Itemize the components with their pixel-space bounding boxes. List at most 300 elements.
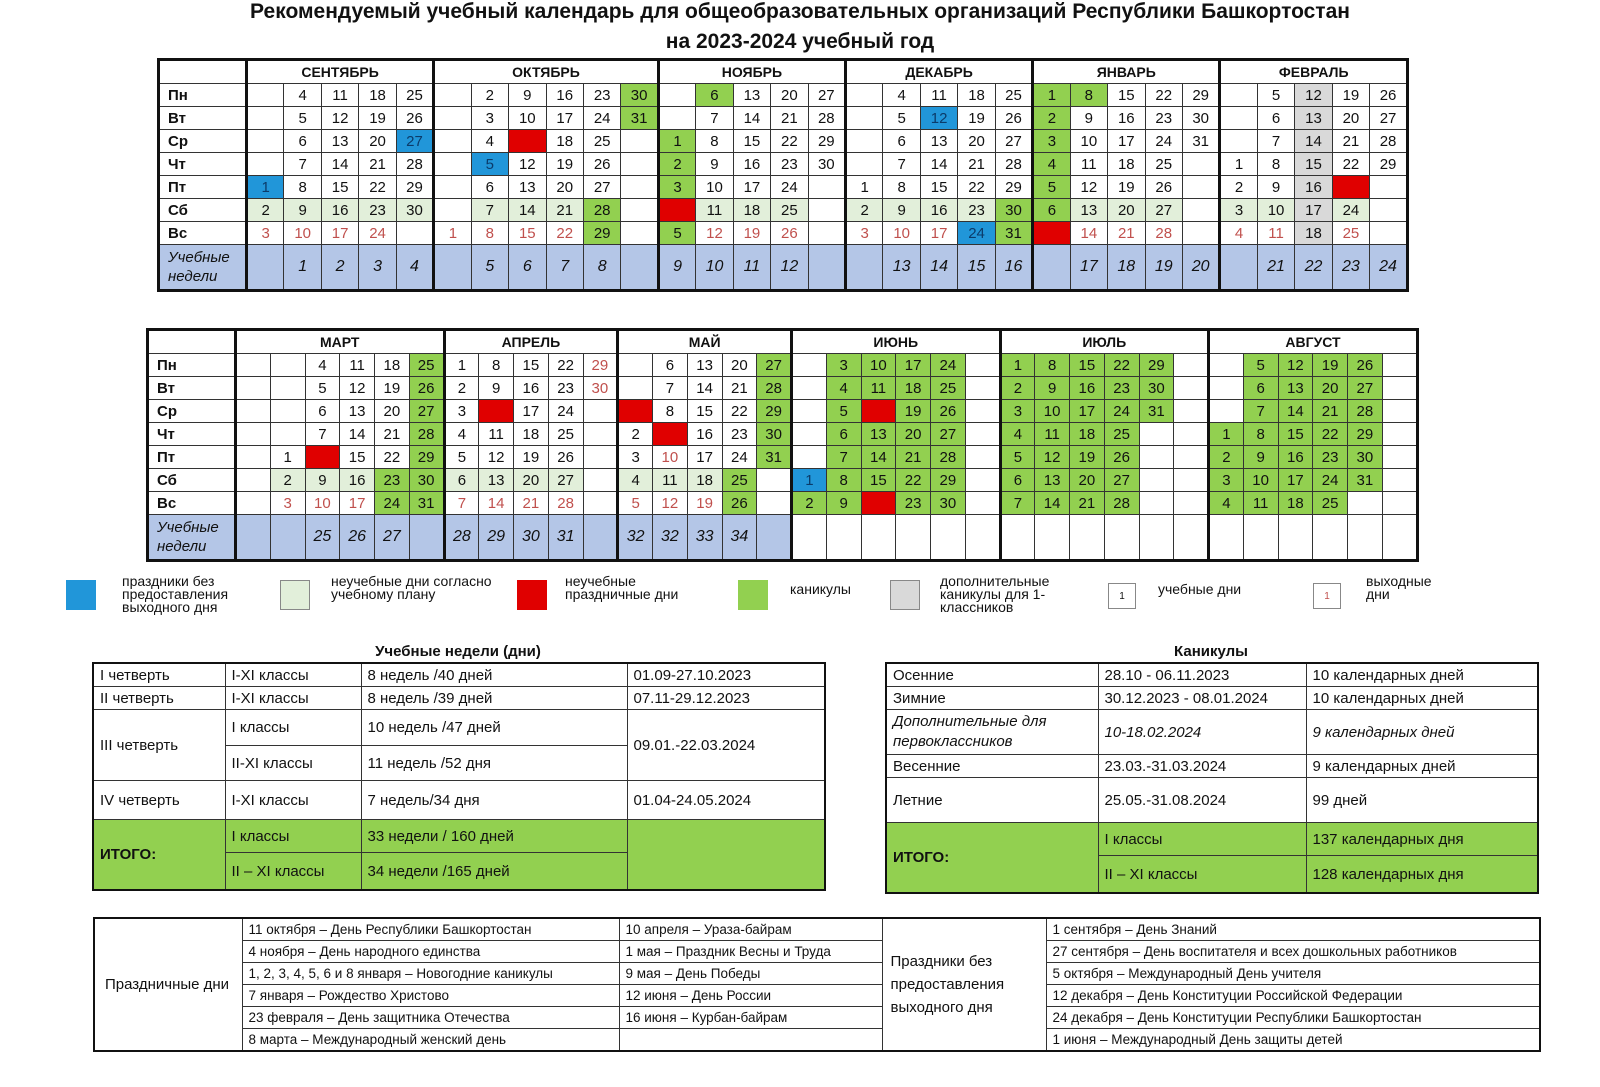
vac-total-label: ИТОГО: — [886, 823, 1098, 894]
legend-sample-weekend: 1 — [1313, 583, 1341, 609]
day-cell: 12 — [340, 377, 375, 400]
day-cell: 26 — [722, 492, 757, 515]
day-cell: 9 — [696, 153, 733, 176]
week-number — [1220, 245, 1257, 291]
day-cell: 22 — [1145, 84, 1182, 107]
day-cell: 23 — [958, 199, 995, 222]
week-number: 22 — [1295, 245, 1332, 291]
day-cell: 31 — [995, 222, 1032, 245]
day-cell — [1182, 199, 1219, 222]
vac-autumn-dates: 28.10 - 06.11.2023 — [1098, 663, 1306, 687]
day-cell: 6 — [1000, 469, 1035, 492]
day-cell: 22 — [771, 130, 808, 153]
day-cell: 27 — [1348, 377, 1383, 400]
day-cell — [583, 446, 618, 469]
month-name: ИЮНЬ — [792, 330, 1001, 354]
day-cell: 18 — [958, 84, 995, 107]
day-cell: 29 — [396, 176, 433, 199]
day-cell: 24 — [931, 354, 966, 377]
sw-total-empty — [627, 820, 825, 891]
day-cell: 28 — [1348, 400, 1383, 423]
week-number — [1104, 515, 1139, 561]
day-cell: 28 — [548, 492, 583, 515]
day-cell: 28 — [409, 423, 444, 446]
day-cell: 14 — [1278, 400, 1313, 423]
day-cell: 16 — [1108, 107, 1145, 130]
day-cell: 28 — [396, 153, 433, 176]
day-cell — [1382, 469, 1417, 492]
day-name: Ср — [148, 400, 236, 423]
day-cell: 4 — [284, 84, 321, 107]
day-cell: 30 — [995, 199, 1032, 222]
day-cell: 6 — [653, 354, 688, 377]
nodayoff-item: 27 сентября – День воспитателя и всех дошкольных работников — [1046, 941, 1540, 963]
week-number: 7 — [546, 245, 583, 291]
day-cell: 13 — [1295, 107, 1332, 130]
day-cell — [621, 130, 658, 153]
vac-spring-dates: 23.03.-31.03.2024 — [1098, 755, 1306, 778]
day-cell: 13 — [340, 400, 375, 423]
day-cell: 18 — [514, 423, 549, 446]
week-number — [861, 515, 896, 561]
day-cell: 30 — [583, 377, 618, 400]
day-cell: 24 — [375, 492, 410, 515]
vac-winter-dates: 30.12.2023 - 08.01.2024 — [1098, 687, 1306, 710]
day-name: Пн — [148, 354, 236, 377]
day-cell: 19 — [958, 107, 995, 130]
vac-summer-dates: 25.05.-31.08.2024 — [1098, 778, 1306, 823]
day-cell: 7 — [471, 199, 508, 222]
day-cell — [621, 153, 658, 176]
day-cell: 25 — [409, 354, 444, 377]
month-name: НОЯБРЬ — [658, 60, 845, 84]
day-cell: 20 — [896, 423, 931, 446]
day-cell: 20 — [514, 469, 549, 492]
day-cell — [965, 469, 1000, 492]
day-cell: 17 — [340, 492, 375, 515]
week-number — [236, 515, 271, 561]
day-cell: 10 — [284, 222, 321, 245]
week-number: 31 — [548, 515, 583, 561]
day-cell: 16 — [1070, 377, 1105, 400]
day-cell: 15 — [1070, 354, 1105, 377]
day-cell: 21 — [546, 199, 583, 222]
day-cell: 4 — [618, 469, 653, 492]
week-number — [1243, 515, 1278, 561]
day-cell: 29 — [1370, 153, 1408, 176]
day-cell: 11 — [1070, 153, 1107, 176]
day-cell: 24 — [958, 222, 995, 245]
day-cell: 3 — [826, 354, 861, 377]
day-cell — [583, 400, 618, 423]
month-name: ФЕВРАЛЬ — [1220, 60, 1408, 84]
day-cell: 26 — [409, 377, 444, 400]
day-cell: 3 — [1209, 469, 1244, 492]
day-cell — [434, 199, 471, 222]
holiday-item: 7 января – Рождество Христово — [242, 985, 619, 1007]
day-cell: 13 — [509, 176, 546, 199]
day-cell: 22 — [1104, 354, 1139, 377]
day-cell — [1209, 400, 1244, 423]
day-cell: 8 — [696, 130, 733, 153]
month-name: СЕНТЯБРЬ — [247, 60, 434, 84]
calendar-top — [157, 58, 1409, 292]
week-number — [1313, 515, 1348, 561]
day-cell: 9 — [479, 377, 514, 400]
day-cell: 25 — [548, 423, 583, 446]
day-cell: 23 — [583, 84, 620, 107]
week-number: 32 — [618, 515, 653, 561]
day-cell: 28 — [1145, 222, 1182, 245]
corner-cell — [159, 60, 247, 84]
day-cell: 22 — [548, 354, 583, 377]
day-cell: 19 — [1313, 354, 1348, 377]
day-cell: 24 — [1104, 400, 1139, 423]
day-cell — [270, 423, 305, 446]
day-cell: 5 — [471, 153, 508, 176]
week-number: 20 — [1182, 245, 1219, 291]
day-cell: 12 — [509, 153, 546, 176]
vac-winter: Зимние — [886, 687, 1098, 710]
day-cell: 3 — [618, 446, 653, 469]
week-number — [1209, 515, 1244, 561]
day-cell: 7 — [1033, 222, 1070, 245]
day-cell: 29 — [757, 400, 792, 423]
day-cell: 5 — [658, 222, 695, 245]
day-cell — [1348, 492, 1383, 515]
legend-red-holiday: неучебные праздничные дни — [565, 573, 679, 602]
week-number — [1139, 515, 1174, 561]
day-cell: 5 — [1243, 354, 1278, 377]
week-number: 24 — [1370, 245, 1408, 291]
day-cell: 9 — [305, 469, 340, 492]
day-cell: 27 — [1145, 199, 1182, 222]
day-cell: 25 — [1332, 222, 1369, 245]
holiday-item: 8 марта – Международный женский день — [242, 1029, 619, 1052]
day-cell: 21 — [1313, 400, 1348, 423]
day-cell — [618, 354, 653, 377]
holiday-item: 1 мая – Праздник Весны и Труда — [619, 941, 882, 963]
day-cell: 13 — [1278, 377, 1313, 400]
day-cell: 23 — [1332, 176, 1369, 199]
day-cell — [1220, 84, 1257, 107]
study-weeks-heading: Учебные недели (дни) — [375, 643, 541, 660]
day-cell: 25 — [1104, 423, 1139, 446]
day-cell: 19 — [1070, 446, 1105, 469]
day-cell — [236, 400, 271, 423]
day-cell: 4 — [658, 199, 695, 222]
vac-total-classes-b: II – XI классы — [1098, 856, 1306, 894]
day-cell: 20 — [546, 176, 583, 199]
day-cell: 21 — [771, 107, 808, 130]
day-cell: 4 — [444, 423, 479, 446]
day-cell — [792, 446, 827, 469]
q3-weeks-b: 11 недель /52 дня — [361, 746, 627, 781]
day-cell: 19 — [1108, 176, 1145, 199]
week-number: 1 — [284, 245, 321, 291]
nodayoff-item: 1 сентября – День Знаний — [1046, 918, 1540, 941]
month-name: ЯНВАРЬ — [1033, 60, 1220, 84]
day-cell: 3 — [471, 107, 508, 130]
day-cell: 8 — [1035, 354, 1070, 377]
legend-swatch-lightgreen — [280, 580, 310, 610]
q1-classes: I-XI классы — [225, 663, 361, 687]
holidays-table — [93, 917, 1541, 1052]
day-cell: 9 — [653, 423, 688, 446]
day-cell: 15 — [687, 400, 722, 423]
day-cell: 3 — [444, 400, 479, 423]
day-name: Сб — [148, 469, 236, 492]
day-cell: 11 — [340, 354, 375, 377]
day-cell: 23 — [375, 469, 410, 492]
day-cell — [1174, 492, 1209, 515]
day-cell: 14 — [509, 199, 546, 222]
holiday-item: 16 июня – Курбан-байрам — [619, 1007, 882, 1029]
day-cell: 14 — [321, 153, 358, 176]
day-cell: 21 — [1108, 222, 1145, 245]
day-cell — [1370, 222, 1408, 245]
legend — [0, 575, 1600, 625]
legend-swatch-gray — [890, 580, 920, 610]
month-name: ОКТЯБРЬ — [434, 60, 659, 84]
day-cell — [846, 84, 883, 107]
day-cell: 30 — [396, 199, 433, 222]
day-cell: 7 — [1000, 492, 1035, 515]
day-cell: 27 — [995, 130, 1032, 153]
week-number — [808, 245, 845, 291]
day-cell: 2 — [1220, 176, 1257, 199]
day-cell: 14 — [687, 377, 722, 400]
day-cell: 8 — [826, 469, 861, 492]
corner-cell — [148, 330, 236, 354]
day-cell: 22 — [958, 176, 995, 199]
day-cell: 21 — [1070, 492, 1105, 515]
day-cell — [1370, 199, 1408, 222]
day-cell — [1174, 446, 1209, 469]
day-cell: 16 — [920, 199, 957, 222]
week-number: 21 — [1257, 245, 1294, 291]
day-cell: 29 — [1139, 354, 1174, 377]
month-name: АВГУСТ — [1209, 330, 1418, 354]
day-cell — [1182, 153, 1219, 176]
week-number — [409, 515, 444, 561]
day-cell: 22 — [1332, 153, 1369, 176]
day-cell: 25 — [1313, 492, 1348, 515]
day-cell — [1382, 446, 1417, 469]
day-cell: 29 — [995, 176, 1032, 199]
nodayoff-label: Праздники без предоставления выходного дня — [882, 918, 1046, 1051]
week-number: 26 — [340, 515, 375, 561]
day-cell: 6 — [284, 130, 321, 153]
day-name: Чт — [159, 153, 247, 176]
day-cell: 17 — [896, 354, 931, 377]
q4-classes: I-XI классы — [225, 781, 361, 820]
day-cell: 24 — [722, 446, 757, 469]
day-cell: 31 — [621, 107, 658, 130]
day-name: Пн — [159, 84, 247, 107]
day-cell: 19 — [733, 222, 770, 245]
day-cell — [846, 153, 883, 176]
holidays-label: Праздничные дни — [94, 918, 242, 1051]
holiday-item: 4 ноября – День народного единства — [242, 941, 619, 963]
day-cell: 12 — [1295, 84, 1332, 107]
day-cell — [236, 446, 271, 469]
day-cell — [621, 199, 658, 222]
holiday-item: 1, 2, 3, 4, 5, 6 и 8 января – Новогодние каникулы — [242, 963, 619, 985]
week-number — [1033, 245, 1070, 291]
q2-classes: I-XI классы — [225, 687, 361, 710]
week-number: 6 — [509, 245, 546, 291]
day-cell: 8 — [1257, 153, 1294, 176]
nodayoff-item: 24 декабря – День Конституции Республики Башкортостан — [1046, 1007, 1540, 1029]
day-cell: 10 — [883, 222, 920, 245]
day-cell: 17 — [321, 222, 358, 245]
day-cell: 26 — [1348, 354, 1383, 377]
day-cell: 18 — [733, 199, 770, 222]
day-cell: 6 — [471, 176, 508, 199]
day-cell — [236, 492, 271, 515]
day-cell: 2 — [618, 423, 653, 446]
day-cell: 11 — [1257, 222, 1294, 245]
day-cell: 3 — [270, 492, 305, 515]
day-cell: 7 — [444, 492, 479, 515]
day-cell — [1382, 377, 1417, 400]
day-cell: 20 — [1332, 107, 1369, 130]
day-cell: 26 — [1370, 84, 1408, 107]
day-cell: 5 — [1033, 176, 1070, 199]
day-cell: 3 — [1033, 130, 1070, 153]
day-cell — [434, 84, 471, 107]
day-cell: 26 — [548, 446, 583, 469]
day-cell: 22 — [546, 222, 583, 245]
day-cell — [236, 469, 271, 492]
day-cell: 6 — [1033, 199, 1070, 222]
day-cell — [621, 222, 658, 245]
day-cell: 13 — [321, 130, 358, 153]
day-cell: 23 — [548, 377, 583, 400]
q4-weeks: 7 недель/34 дня — [361, 781, 627, 820]
nodayoff-item: 5 октября – Международный День учителя — [1046, 963, 1540, 985]
day-cell — [808, 176, 845, 199]
day-cell: 15 — [340, 446, 375, 469]
day-cell: 17 — [546, 107, 583, 130]
day-cell: 15 — [1108, 84, 1145, 107]
day-cell — [1174, 423, 1209, 446]
week-number: 9 — [658, 245, 695, 291]
day-cell: 19 — [896, 400, 931, 423]
week-number — [1382, 515, 1417, 561]
day-cell: 27 — [548, 469, 583, 492]
day-cell: 31 — [409, 492, 444, 515]
day-cell: 16 — [733, 153, 770, 176]
day-cell — [583, 469, 618, 492]
day-cell: 21 — [958, 153, 995, 176]
week-number: 19 — [1145, 245, 1182, 291]
day-cell: 1 — [658, 130, 695, 153]
week-number: 5 — [471, 245, 508, 291]
day-cell: 8 — [284, 176, 321, 199]
day-cell — [434, 130, 471, 153]
day-cell: 23 — [1104, 377, 1139, 400]
day-cell: 6 — [444, 469, 479, 492]
day-cell: 30 — [409, 469, 444, 492]
day-cell: 20 — [958, 130, 995, 153]
day-cell — [618, 377, 653, 400]
day-cell: 15 — [509, 222, 546, 245]
q1-dates: 01.09-27.10.2023 — [627, 663, 825, 687]
week-number: 27 — [375, 515, 410, 561]
week-number: 11 — [733, 245, 770, 291]
day-cell: 14 — [479, 492, 514, 515]
day-cell: 18 — [1108, 153, 1145, 176]
day-cell: 16 — [546, 84, 583, 107]
legend-study-days: учебные дни — [1158, 581, 1242, 597]
day-cell: 26 — [396, 107, 433, 130]
day-cell: 12 — [1278, 354, 1313, 377]
q2-weeks: 8 недель /39 дней — [361, 687, 627, 710]
day-cell: 11 — [653, 469, 688, 492]
vacations-heading: Каникулы — [1174, 643, 1248, 660]
day-cell: 2 — [658, 153, 695, 176]
day-cell: 23 — [1145, 107, 1182, 130]
day-cell: 27 — [583, 176, 620, 199]
day-cell — [1382, 354, 1417, 377]
day-cell — [965, 423, 1000, 446]
day-cell: 8 — [305, 446, 340, 469]
day-cell — [583, 423, 618, 446]
day-cell: 2 — [444, 377, 479, 400]
day-cell: 22 — [359, 176, 396, 199]
day-cell: 28 — [757, 377, 792, 400]
day-cell: 16 — [1295, 176, 1332, 199]
day-cell — [965, 400, 1000, 423]
week-number — [826, 515, 861, 561]
day-cell: 18 — [896, 377, 931, 400]
day-cell: 26 — [771, 222, 808, 245]
day-cell: 24 — [359, 222, 396, 245]
day-cell — [965, 446, 1000, 469]
day-cell — [1139, 446, 1174, 469]
q4-term: IV четверть — [93, 781, 225, 820]
holiday-item: 11 октября – День Республики Башкортостан — [242, 918, 619, 941]
day-cell: 14 — [733, 107, 770, 130]
vacations-table — [885, 662, 1539, 894]
day-cell: 21 — [359, 153, 396, 176]
day-cell: 13 — [1070, 199, 1107, 222]
day-cell: 31 — [1139, 400, 1174, 423]
day-cell: 1 — [434, 222, 471, 245]
day-cell: 27 — [931, 423, 966, 446]
day-cell — [1382, 492, 1417, 515]
legend-sample-study: 1 — [1108, 583, 1136, 609]
q3-weeks-a: 10 недель /47 дней — [361, 710, 627, 746]
day-cell: 8 — [653, 400, 688, 423]
day-cell: 24 — [548, 400, 583, 423]
day-cell — [792, 354, 827, 377]
day-cell: 7 — [653, 377, 688, 400]
day-cell — [247, 107, 284, 130]
day-cell: 27 — [757, 354, 792, 377]
day-cell — [434, 176, 471, 199]
day-cell: 5 — [284, 107, 321, 130]
day-cell — [247, 153, 284, 176]
nodayoff-item: 1 июня – Международный День защиты детей — [1046, 1029, 1540, 1052]
week-number — [434, 245, 471, 291]
day-cell: 8 — [479, 354, 514, 377]
day-cell: 27 — [808, 84, 845, 107]
day-cell: 4 — [1220, 222, 1257, 245]
day-cell: 6 — [696, 84, 733, 107]
